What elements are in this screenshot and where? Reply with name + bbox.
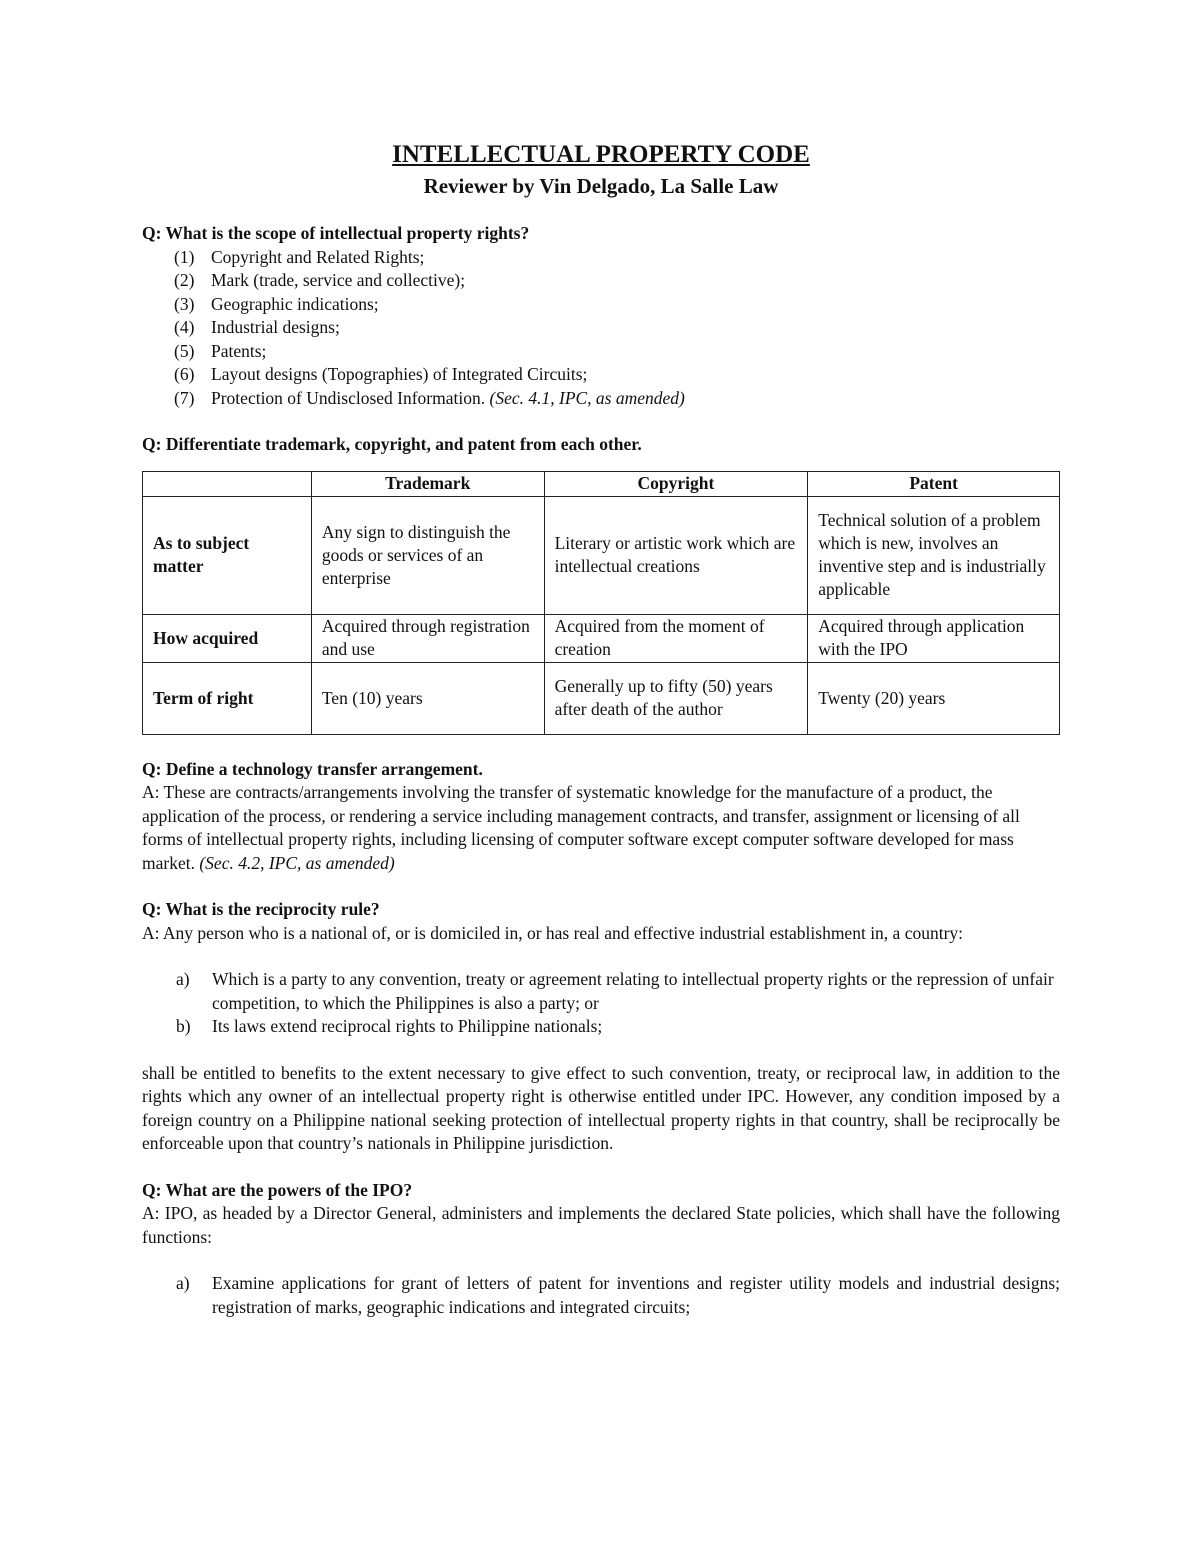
list-item: (3) Geographic indications; bbox=[174, 293, 379, 314]
answer-ipo-powers: A: IPO, as headed by a Director General, administers and implements the declared State policies, which shall have the following functions: bbox=[142, 1203, 1060, 1247]
table-cell: Any sign to distinguish the goods or services of an enterprise bbox=[311, 496, 544, 614]
question-scope: Q: What is the scope of intellectual property rights? bbox=[142, 223, 530, 243]
question-ipo-powers: Q: What are the powers of the IPO? bbox=[142, 1179, 413, 1200]
document-title: INTELLECTUAL PROPERTY CODE bbox=[392, 141, 810, 168]
document-page bbox=[142, 140, 1060, 1319]
list-item: a) Examine applications for grant of letters of patent for inventions and register utility models and industrial designs; registration of marks, geographic indications and integrated circuits; bbox=[176, 1273, 1060, 1317]
citation: (Sec. 4.1, IPC, as amended) bbox=[489, 387, 685, 408]
table-row bbox=[143, 662, 1060, 734]
table-cell: Ten (10) years bbox=[311, 662, 544, 734]
question-reciprocity: Q: What is the reciprocity rule? bbox=[142, 899, 380, 919]
table-row bbox=[143, 496, 1060, 614]
table-cell: Acquired through application with the IPO bbox=[808, 614, 1060, 662]
scope-list bbox=[142, 246, 1060, 411]
citation: (Sec. 4.2, IPC, as amended) bbox=[199, 852, 395, 873]
list-item: a) Which is a party to any convention, treaty or agreement relating to intellectual property rights or the repression of unfair competition, to which the Philippines is also a party; or bbox=[176, 969, 1054, 1013]
list-item: (4) Industrial designs; bbox=[174, 317, 340, 337]
row-label: As to subject matter bbox=[143, 496, 312, 614]
table-header-empty bbox=[143, 471, 312, 496]
table-cell: Acquired from the moment of creation bbox=[544, 614, 808, 662]
list-item: (5) Patents; bbox=[174, 340, 267, 361]
table-cell: Acquired through registration and use bbox=[311, 614, 544, 662]
row-label: How acquired bbox=[143, 614, 312, 662]
list-item: (7) Protection of Undisclosed Information. (Sec. 4.1, IPC, as amended) bbox=[174, 387, 685, 408]
question-differentiate: Q: Differentiate trademark, copyright, and patent from each other. bbox=[142, 434, 642, 454]
list-item: b) Its laws extend reciprocal rights to Philippine nationals; bbox=[176, 1016, 603, 1036]
document-subtitle: Reviewer by Vin Delgado, La Salle Law bbox=[423, 174, 779, 198]
table-header-trademark: Trademark bbox=[311, 471, 544, 496]
comparison-table bbox=[142, 471, 1060, 735]
table-cell: Generally up to fifty (50) years after death of the author bbox=[544, 662, 808, 734]
reciprocity-closing: shall be entitled to benefits to the extent necessary to give effect to such convention, treaty, or reciprocal law, in addition to the rights which any owner of an intellectual property right is otherwise entitled under IPC. However, any condition imposed by a foreign country on a Philippine national seeking protection of intellectual property rights in that country, shall be reciprocally be enforceable upon that country’s nationals in Philippine jurisdiction. bbox=[142, 1062, 1060, 1153]
table-cell: Technical solution of a problem which is new, involves an inventive step and is industrially applicable bbox=[808, 496, 1060, 614]
table-header-patent: Patent bbox=[808, 471, 1060, 496]
table-header-row bbox=[143, 471, 1060, 496]
table-cell: Literary or artistic work which are intellectual creations bbox=[544, 496, 808, 614]
table-cell: Twenty (20) years bbox=[808, 662, 1060, 734]
answer-technology-transfer: A: These are contracts/arrangements involving the transfer of systematic knowledge for the manufacture of a product, the application of the process, or rendering a service including management contracts, and transfer, assignment or licensing of all forms of intellectual property rights, including licensing of computer software except computer software developed for mass market. (Sec. 4.2, IPC, as amended) bbox=[142, 782, 1020, 873]
table-header-copyright: Copyright bbox=[544, 471, 808, 496]
reciprocity-list bbox=[142, 968, 1060, 1039]
answer-reciprocity: A: Any person who is a national of, or is domiciled in, or has real and effective industrial establishment in, a country: bbox=[142, 922, 964, 943]
ipo-functions-list bbox=[142, 1272, 1060, 1319]
row-label: Term of right bbox=[143, 662, 312, 734]
list-item: (6) Layout designs (Topographies) of Integrated Circuits; bbox=[174, 364, 588, 384]
question-technology-transfer: Q: Define a technology transfer arrangement. bbox=[142, 758, 483, 779]
list-item: (1) Copyright and Related Rights; bbox=[174, 246, 425, 267]
list-item: (2) Mark (trade, service and collective); bbox=[174, 270, 466, 290]
table-row bbox=[143, 614, 1060, 662]
